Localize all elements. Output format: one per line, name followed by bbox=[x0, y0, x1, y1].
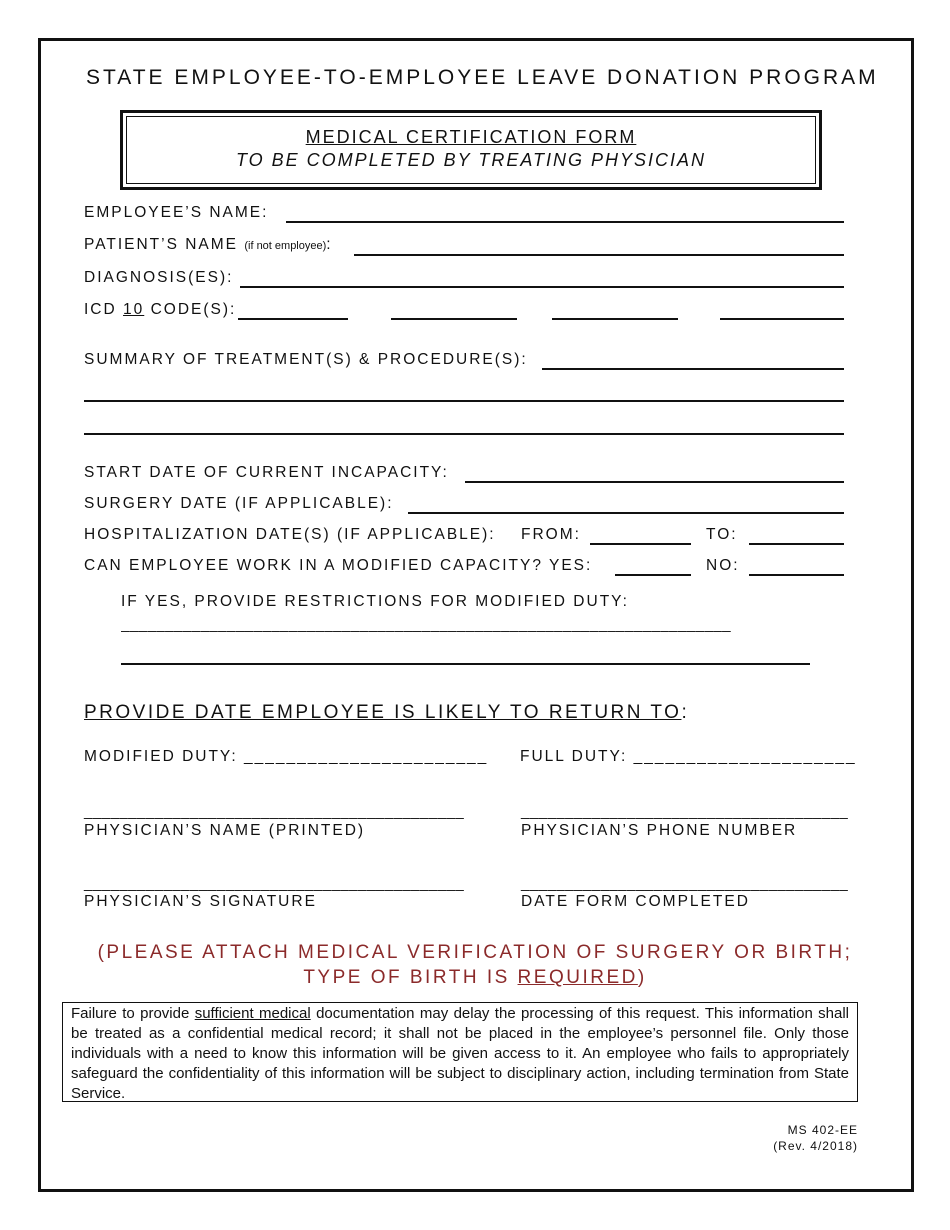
start-date-field[interactable] bbox=[465, 481, 844, 483]
hospitalization-to-field[interactable] bbox=[749, 543, 844, 545]
modified-capacity-no-label: NO: bbox=[706, 557, 740, 574]
summary-field-1[interactable] bbox=[542, 368, 844, 370]
icd-code-label: ICD 10 CODE(S): bbox=[84, 301, 237, 318]
employee-name-field[interactable] bbox=[286, 221, 844, 223]
date-completed-label: DATE FORM COMPLETED bbox=[521, 893, 750, 910]
diagnosis-label: DIAGNOSIS(ES): bbox=[84, 269, 234, 286]
summary-field-3[interactable] bbox=[84, 433, 844, 435]
physician-phone-label: PHYSICIAN’S PHONE NUMBER bbox=[521, 822, 798, 839]
icd-code-field-1[interactable] bbox=[238, 318, 348, 320]
physician-signature-label: PHYSICIAN’S SIGNATURE bbox=[84, 893, 317, 910]
full-duty-field[interactable]: FULL DUTY: _____________________ bbox=[520, 748, 857, 765]
icd-code-field-2[interactable] bbox=[391, 318, 517, 320]
physician-phone-field[interactable]: _____________________________________ bbox=[521, 803, 849, 820]
modified-capacity-no-field[interactable] bbox=[749, 574, 844, 576]
modified-duty-field[interactable]: MODIFIED DUTY: _______________________ bbox=[84, 748, 489, 765]
restrictions-field-2[interactable] bbox=[121, 663, 810, 665]
program-title: STATE EMPLOYEE-TO-EMPLOYEE LEAVE DONATION PROGRAM bbox=[86, 66, 879, 89]
physician-name-label: PHYSICIAN’S NAME (PRINTED) bbox=[84, 822, 366, 839]
patient-name-label: PATIENT’S NAME (if not employee): bbox=[84, 236, 333, 253]
form-title-box bbox=[120, 110, 822, 190]
hospitalization-from-field[interactable] bbox=[590, 543, 691, 545]
physician-signature-field[interactable]: ___________________________________________ bbox=[84, 875, 465, 892]
date-completed-field[interactable]: _____________________________________ bbox=[521, 875, 849, 892]
modified-capacity-yes-field[interactable] bbox=[615, 574, 691, 576]
summary-field-2[interactable] bbox=[84, 400, 844, 402]
restrictions-label: IF YES, PROVIDE RESTRICTIONS FOR MODIFIED DUTY: bbox=[121, 593, 629, 610]
form-title: MEDICAL CERTIFICATION FORM bbox=[305, 127, 637, 147]
attach-note-line1: (PLEASE ATTACH MEDICAL VERIFICATION OF SURGERY OR BIRTH; bbox=[97, 942, 853, 963]
return-heading: PROVIDE DATE EMPLOYEE IS LIKELY TO RETURN TO: bbox=[84, 702, 690, 723]
form-code: MS 402-EE (Rev. 4/2018) bbox=[773, 1123, 858, 1153]
confidentiality-notice: Failure to provide sufficient medical documentation may delay the processing of this request. This information shall be treated as a confidential medical record; it shall not be placed in the employee’s personnel file. Only those individuals with a need to know this information will be given access to it. An employee who fails to appropriately safeguard the confidentiality of this information will be subject to disciplinary action, including termination from State Service. bbox=[62, 1002, 858, 1102]
diagnosis-field[interactable] bbox=[240, 286, 844, 288]
physician-name-field[interactable]: ___________________________________________ bbox=[84, 803, 465, 820]
form-subtitle: TO BE COMPLETED BY TREATING PHYSICIAN bbox=[235, 150, 707, 170]
modified-capacity-label: CAN EMPLOYEE WORK IN A MODIFIED CAPACITY? YES: bbox=[84, 557, 593, 574]
start-date-label: START DATE OF CURRENT INCAPACITY: bbox=[84, 464, 449, 481]
icd-code-field-4[interactable] bbox=[720, 318, 844, 320]
surgery-date-label: SURGERY DATE (IF APPLICABLE): bbox=[84, 495, 394, 512]
summary-label: SUMMARY OF TREATMENT(S) & PROCEDURE(S): bbox=[84, 351, 528, 368]
hospitalization-label: HOSPITALIZATION DATE(S) (IF APPLICABLE): bbox=[84, 526, 496, 543]
patient-name-field[interactable] bbox=[354, 254, 844, 256]
surgery-date-field[interactable] bbox=[408, 512, 844, 514]
attach-note-line2: TYPE OF BIRTH IS REQUIRED) bbox=[303, 967, 647, 988]
hospitalization-from-label: FROM: bbox=[521, 526, 581, 543]
hospitalization-to-label: TO: bbox=[706, 526, 738, 543]
icd-code-field-3[interactable] bbox=[552, 318, 678, 320]
restrictions-field-1[interactable]: _____________________________________________________________________ bbox=[121, 616, 732, 633]
employee-name-label: EMPLOYEE’S NAME: bbox=[84, 204, 269, 221]
